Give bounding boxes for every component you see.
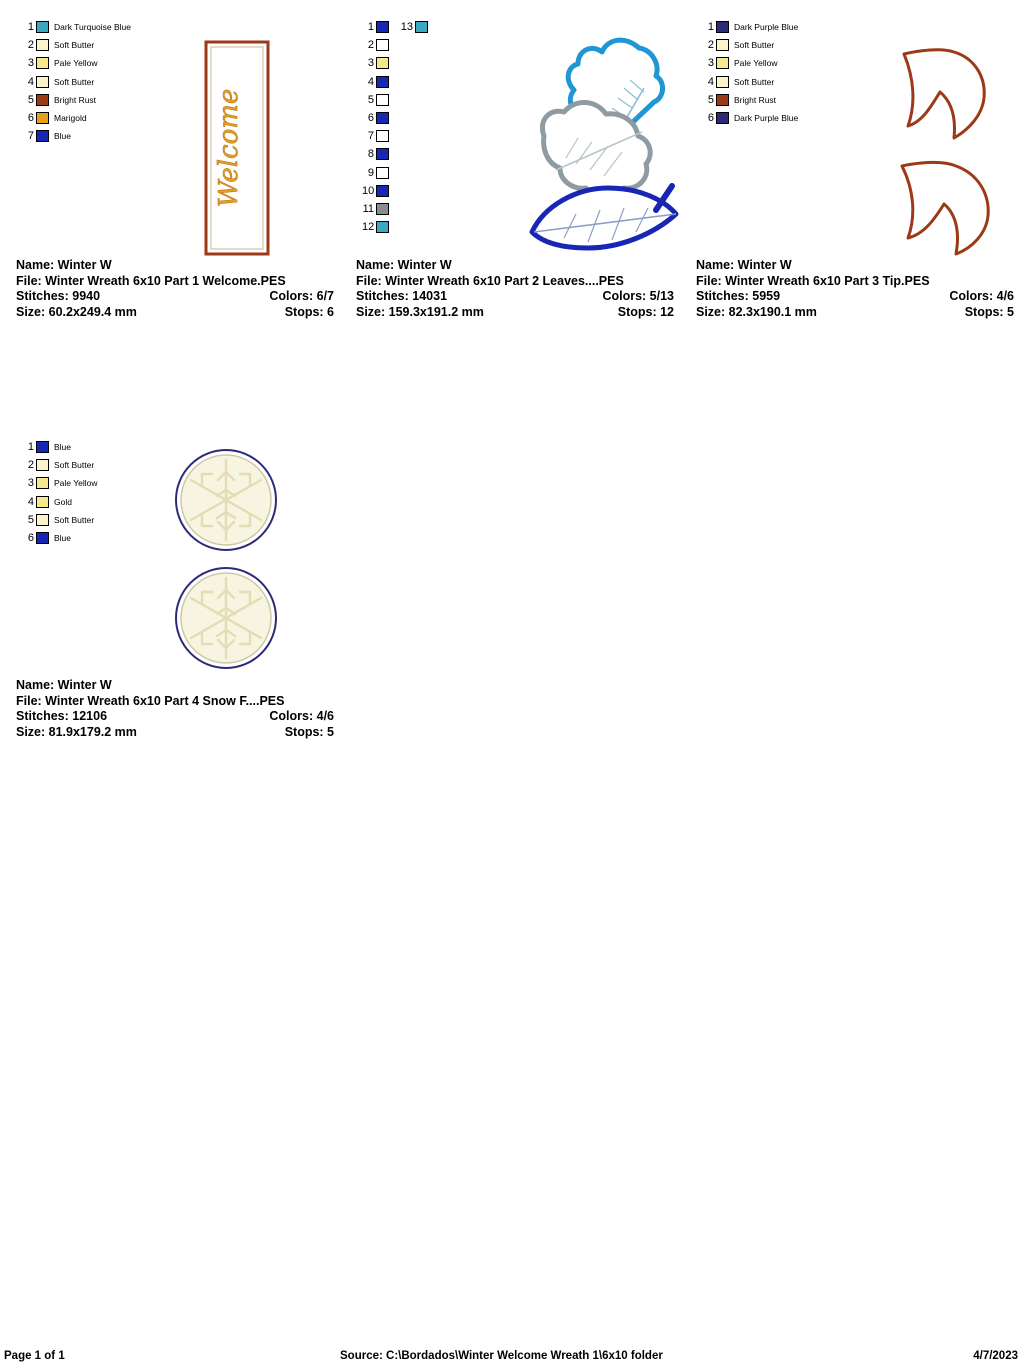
- color-name: Soft Butter: [734, 40, 775, 51]
- palette-index: 5: [367, 93, 374, 106]
- color-name: Soft Butter: [54, 514, 95, 525]
- design-stitches: Stitches: 9940: [16, 289, 101, 303]
- color-swatch: [415, 21, 428, 33]
- color-name: Soft Butter: [54, 460, 95, 471]
- color-swatch: [36, 112, 49, 124]
- color-swatch: [376, 130, 389, 142]
- palette-index: 9: [367, 166, 374, 179]
- palette-index: 5: [27, 93, 34, 106]
- color-swatch: [36, 94, 49, 106]
- palette-index: 10: [362, 184, 375, 197]
- design-size: Size: 81.9x179.2 mm: [16, 724, 137, 739]
- design-row-2: [14, 438, 1014, 740]
- color-swatch: [36, 21, 49, 33]
- palette-index: 4: [27, 495, 34, 508]
- design-stitches: Stitches: 12106: [16, 709, 108, 723]
- color-name: Pale Yellow: [54, 478, 98, 489]
- design-size: Size: 159.3x191.2 mm: [356, 304, 484, 319]
- color-name: Bright Rust: [54, 94, 97, 105]
- color-name: Bright Rust: [734, 94, 777, 105]
- palette-index: 13: [400, 21, 413, 34]
- color-swatch: [376, 57, 389, 69]
- color-swatch: [376, 221, 389, 233]
- design-info-snowflake: [14, 678, 346, 740]
- palette-index: 4: [707, 75, 714, 88]
- design-card-snowflake: [14, 438, 354, 740]
- design-stops: Stops: 5: [964, 304, 1014, 319]
- palette-index: 3: [27, 477, 34, 490]
- color-swatch: [376, 76, 389, 88]
- color-swatch: [716, 94, 729, 106]
- palette-index: 12: [362, 221, 375, 234]
- palette-index: 6: [707, 112, 714, 125]
- design-info-leaves: [354, 258, 686, 320]
- palette-index: 1: [367, 21, 374, 34]
- palette-index: 6: [27, 112, 34, 125]
- color-name: Gold: [54, 496, 72, 507]
- palette-index: 2: [27, 39, 34, 52]
- footer-date: 4/7/2023: [973, 1350, 1018, 1362]
- palette-index: 3: [707, 57, 714, 70]
- palette-index: 6: [27, 532, 34, 545]
- palette-index: 6: [367, 112, 374, 125]
- color-name: Pale Yellow: [734, 58, 778, 69]
- color-swatch: [376, 21, 389, 33]
- color-swatch: [36, 130, 49, 142]
- design-file: File: Winter Wreath 6x10 Part 3 Tip.PES: [696, 273, 930, 288]
- design-card-leaves: [354, 18, 694, 320]
- color-name: Dark Purple Blue: [734, 22, 799, 33]
- embroidery-artwork-leaves: [504, 18, 694, 258]
- palette-row-extra: [399, 21, 428, 33]
- color-name: Dark Purple Blue: [734, 113, 799, 124]
- design-preview-tip: [694, 18, 1024, 258]
- design-stitches: Stitches: 5959: [696, 289, 781, 303]
- design-file: File: Winter Wreath 6x10 Part 2 Leaves....PES: [356, 273, 624, 288]
- color-name: Blue: [54, 442, 72, 453]
- color-swatch: [376, 94, 389, 106]
- palette-index: 1: [27, 441, 34, 454]
- color-swatch: [716, 76, 729, 88]
- design-size: Size: 60.2x249.4 mm: [16, 304, 137, 319]
- design-colors: Colors: 6/7: [269, 289, 334, 303]
- palette-index: 3: [367, 57, 374, 70]
- color-name: Soft Butter: [54, 76, 95, 87]
- design-name: Name: Winter W: [16, 258, 112, 272]
- color-swatch: [716, 21, 729, 33]
- design-stops: Stops: 12: [617, 304, 674, 319]
- design-stops: Stops: 6: [284, 304, 334, 319]
- color-name: Marigold: [54, 113, 87, 124]
- design-card-tip: [694, 18, 1024, 320]
- color-swatch: [36, 532, 49, 544]
- embroidery-artwork-tip: [844, 18, 1024, 258]
- palette-index: 2: [367, 39, 374, 52]
- color-name: Soft Butter: [54, 40, 95, 51]
- design-size: Size: 82.3x190.1 mm: [696, 304, 817, 319]
- palette-index: 3: [27, 57, 34, 70]
- palette-index: 5: [707, 93, 714, 106]
- palette-index: 7: [367, 130, 374, 143]
- color-name: Blue: [54, 131, 72, 142]
- design-preview-snowflake: [14, 438, 354, 678]
- design-info-welcome: [14, 258, 346, 320]
- color-swatch: [716, 39, 729, 51]
- design-preview-leaves: [354, 18, 694, 258]
- palette-index: 1: [707, 21, 714, 34]
- palette-index: 4: [367, 75, 374, 88]
- palette-index: 7: [27, 130, 34, 143]
- footer-source-path: Source: C:\Bordados\Winter Welcome Wreath 1\6x10 folder: [340, 1350, 663, 1362]
- color-swatch: [376, 39, 389, 51]
- design-stops: Stops: 5: [284, 724, 334, 739]
- design-colors: Colors: 4/6: [949, 289, 1014, 303]
- palette-index: 4: [27, 75, 34, 88]
- color-swatch: [376, 148, 389, 160]
- color-swatch: [36, 477, 49, 489]
- design-preview-welcome: [14, 18, 354, 258]
- color-name: Dark Turquoise Blue: [54, 22, 132, 33]
- palette-index: 11: [362, 202, 374, 215]
- design-stitches: Stitches: 14031: [356, 289, 448, 303]
- svg-text:Welcome: Welcome: [214, 88, 244, 208]
- color-swatch: [716, 112, 729, 124]
- design-file: File: Winter Wreath 6x10 Part 1 Welcome.PES: [16, 273, 286, 288]
- color-swatch: [36, 441, 49, 453]
- embroidery-artwork-welcome: [164, 18, 354, 258]
- palette-index: 8: [367, 148, 374, 161]
- footer-page-number: Page 1 of 1: [4, 1350, 65, 1362]
- color-swatch: [376, 112, 389, 124]
- palette-index: 5: [27, 513, 34, 526]
- design-file: File: Winter Wreath 6x10 Part 4 Snow F....PES: [16, 693, 285, 708]
- color-swatch: [36, 76, 49, 88]
- design-card-welcome: [14, 18, 354, 320]
- color-name: Soft Butter: [734, 76, 775, 87]
- design-info-tip: [694, 258, 1024, 320]
- design-row-1: [14, 18, 1014, 320]
- color-swatch: [376, 203, 389, 215]
- color-name: Pale Yellow: [54, 58, 98, 69]
- palette-index: 2: [27, 459, 34, 472]
- design-name: Name: Winter W: [356, 258, 452, 272]
- color-swatch: [36, 39, 49, 51]
- palette-index: 2: [707, 39, 714, 52]
- design-name: Name: Winter W: [16, 678, 112, 692]
- embroidery-artwork-snowflake: [164, 438, 354, 678]
- palette-index: 1: [27, 21, 34, 34]
- color-name: Blue: [54, 533, 72, 544]
- color-swatch: [376, 185, 389, 197]
- design-colors: Colors: 4/6: [269, 709, 334, 723]
- color-swatch: [36, 514, 49, 526]
- color-swatch: [36, 459, 49, 471]
- color-swatch: [376, 167, 389, 179]
- design-grid: [14, 18, 1014, 740]
- color-swatch: [716, 57, 729, 69]
- design-colors: Colors: 5/13: [602, 289, 674, 303]
- design-name: Name: Winter W: [696, 258, 792, 272]
- color-swatch: [36, 57, 49, 69]
- color-swatch: [36, 496, 49, 508]
